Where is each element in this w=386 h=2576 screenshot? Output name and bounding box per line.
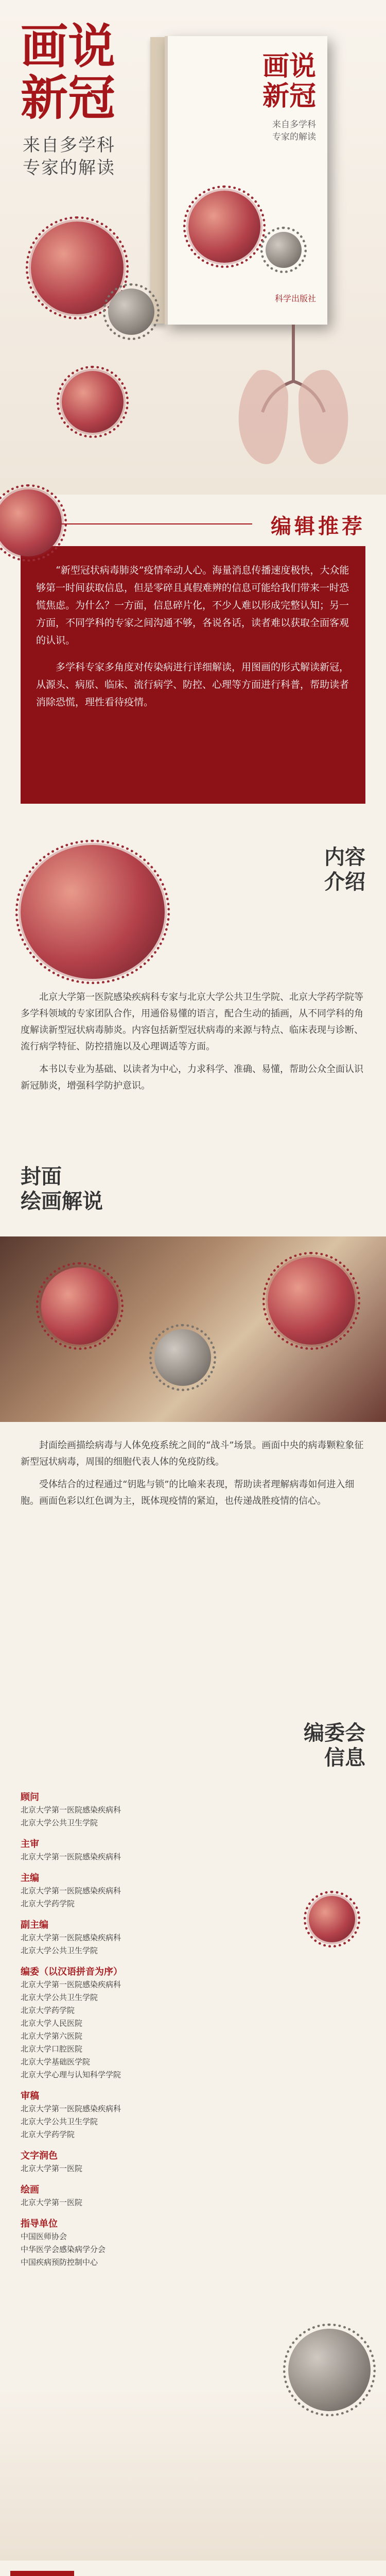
credit-group: 审稿 北京大学第一医院感染疾病科 北京大学公共卫生学院 北京大学药学院 bbox=[21, 2091, 121, 2139]
paragraph: “新型冠状病毒肺炎”疫情牵动人心。海量消息传播速度极快，大众能够第一时间获取信息，但是零碎且真假难辨的信息可能给我们带来一时恐慌焦虑。为什么？一方面，信息碎片化，不少人难以形成完整认知；另一方面，不同学科的专家之间沟通不够，各说各话，读者难以获取全面客观的认识。 bbox=[36, 565, 349, 646]
cover-title-line2: 新冠 bbox=[21, 70, 116, 126]
intro-text: 北京大学第一医院感染疾病科专家与北京大学公共卫生学院、北京大学药学院等多学科领域的专家团队合作，用通俗易懂的语言，配合生动的插画，从不同学科的角度解读新型冠状病毒肺炎。内容包括新型冠状病毒的来源与特点、临床表现与诊断、流行病学特征、防控措施以及心理调适等方面。 本书以专业为基础、以读者为中心，力求科学、准确、易懂，帮助公众全面认识新冠肺炎，增强科学防护意识。 bbox=[21, 992, 363, 1091]
credit-group: 编委（以汉语拼音为序） 北京大学第一医院感染疾病科 北京大学公共卫生学院 北京大学药学院 北京大学人民医院 北京大学第六医院 北京大学口腔医院 北京大学基础医学院 北京大学心理与认知科学学院 bbox=[21, 1967, 122, 2079]
virus-icon bbox=[0, 489, 62, 556]
virus-icon bbox=[188, 191, 260, 263]
cover-subtitle: 来自多学科 专家的解读 bbox=[23, 135, 115, 178]
book-spine bbox=[150, 37, 165, 324]
cover-painting-image bbox=[0, 1236, 386, 1422]
credit-group: 主编 北京大学第一医院感染疾病科 北京大学药学院 bbox=[21, 1873, 121, 1908]
credit-group: 绘画 北京大学第一医院 bbox=[21, 2184, 83, 2207]
toc-heading bbox=[10, 2571, 74, 2576]
cover-title-line1: 画说 bbox=[21, 19, 116, 74]
content-intro-section bbox=[0, 835, 386, 1154]
section-heading: 内容 介绍 bbox=[324, 845, 365, 894]
virus-icon bbox=[288, 2329, 371, 2411]
recommendation-box bbox=[21, 546, 365, 804]
credit-group: 主审 北京大学第一医院感染疾病科 bbox=[21, 1839, 121, 1861]
credits-list bbox=[21, 1783, 288, 2269]
book-title: 画说 新冠 bbox=[262, 50, 316, 112]
book-subtitle: 来自多学科 专家的解读 bbox=[272, 120, 316, 142]
virus-icon bbox=[268, 1257, 355, 1345]
lung-illustration-icon bbox=[221, 319, 365, 474]
table-of-contents-section bbox=[0, 2571, 386, 2576]
virus-icon bbox=[62, 371, 124, 433]
credit-group: 文字润色 北京大学第一医院 bbox=[21, 2150, 83, 2173]
credit-group: 顾问 北京大学第一医院感染疾病科 北京大学公共卫生学院 bbox=[21, 1792, 121, 1827]
cover-title bbox=[21, 21, 115, 124]
cover-section bbox=[0, 0, 386, 495]
virus-icon bbox=[266, 232, 302, 268]
cover-design-section bbox=[0, 1159, 386, 1705]
virus-icon bbox=[41, 1267, 118, 1345]
virus-icon bbox=[154, 1329, 211, 1386]
section-heading: 编辑推荐 bbox=[271, 514, 365, 538]
editor-recommendation-section bbox=[0, 510, 386, 819]
book-cover-image bbox=[165, 36, 327, 325]
credit-group: 指导单位 中国医师协会 中华医学会感染病学分会 中国疾病预防控制中心 bbox=[21, 2218, 106, 2267]
paragraph: 多学科专家多角度对传染病进行详细解读，用图画的形式解读新冠，从源头、病原、临床、流行病学、防控、心理等方面进行科普，帮助读者消除恐慌，理性看待疫情。 bbox=[36, 662, 349, 708]
section-heading: 封面 绘画解说 bbox=[21, 1164, 103, 1213]
virus-icon bbox=[108, 289, 154, 335]
section-heading: 编委会 信息 bbox=[304, 1721, 365, 1770]
virus-cluster-icon bbox=[21, 845, 165, 979]
design-text: 封面绘画描绘病毒与人体免疫系统之间的“战斗”场景。画面中央的病毒颗粒象征新型冠状病毒，周围的细胞代表人体的免疫防线。 受体结合的过程通过“钥匙与锁”的比喻来表现，帮助读者理解病毒如何进入细胞。画面色彩以红色调为主，既体现疫情的紧迫，也传递战胜疫情的信心。 bbox=[21, 1440, 364, 1506]
credit-group: 副主编 北京大学第一医院感染疾病科 北京大学公共卫生学院 bbox=[21, 1920, 121, 1955]
book-publisher: 科学出版社 bbox=[274, 294, 316, 303]
editorial-board-section bbox=[0, 1710, 386, 2561]
virus-icon bbox=[309, 1896, 355, 1942]
